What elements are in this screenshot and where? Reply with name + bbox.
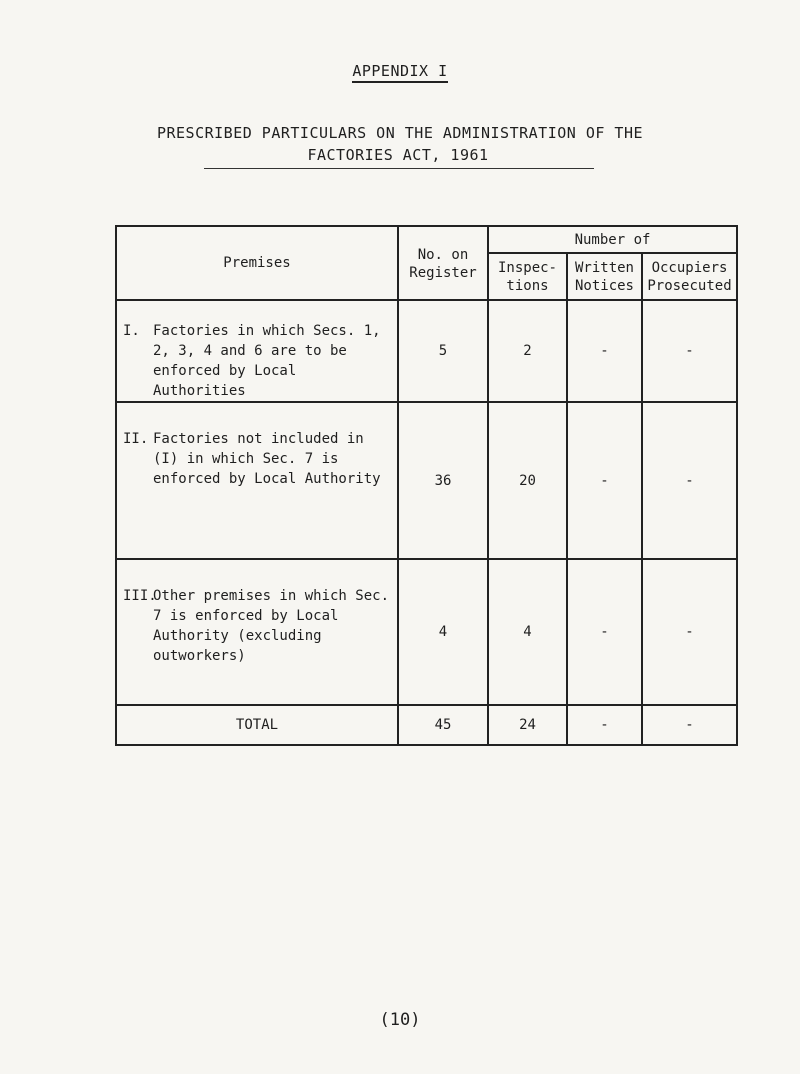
- total-row: [116, 705, 737, 745]
- header-premises: Premises: [116, 226, 398, 300]
- prosecuted-cell: -: [642, 559, 737, 705]
- notices-cell: -: [567, 402, 642, 559]
- register-cell: 5: [398, 300, 488, 402]
- premises-cell: [116, 559, 398, 705]
- appendix-label: APPENDIX I: [352, 62, 447, 83]
- header-occupiers-prosecuted: Occupiers Prosecuted: [642, 253, 737, 300]
- row-description: Other premises in which Sec. 7 is enforced by Local Authority (excluding outworkers): [153, 588, 390, 664]
- appendix-heading: [0, 62, 800, 80]
- notices-cell: -: [567, 300, 642, 402]
- header-row-1: [116, 226, 737, 253]
- title-underline: [204, 168, 594, 169]
- table-row: [116, 402, 737, 559]
- total-label: TOTAL: [116, 705, 398, 745]
- premises-cell: [116, 402, 398, 559]
- row-description: Factories in which Secs. 1, 2, 3, 4 and 6 are to be enforced by Local Authorities: [153, 323, 381, 399]
- prosecuted-cell: -: [642, 300, 737, 402]
- header-register: No. on Register: [398, 226, 488, 300]
- premises-cell: [116, 300, 398, 402]
- header-number-of: Number of: [488, 226, 737, 253]
- inspections-cell: 20: [488, 402, 567, 559]
- total-register: 45: [398, 705, 488, 745]
- register-cell: 36: [398, 402, 488, 559]
- notices-cell: -: [567, 559, 642, 705]
- register-cell: 4: [398, 559, 488, 705]
- table-row: [116, 300, 737, 402]
- page-number: (10): [379, 1010, 421, 1030]
- header-inspections: Inspec- tions: [488, 253, 567, 300]
- row-numeral: III.: [123, 588, 157, 604]
- prosecuted-cell: -: [642, 402, 737, 559]
- administration-table: [115, 225, 738, 746]
- title-line-2: FACTORIES ACT, 1961: [307, 146, 489, 164]
- total-inspections: 24: [488, 705, 567, 745]
- inspections-cell: 2: [488, 300, 567, 402]
- inspections-cell: 4: [488, 559, 567, 705]
- row-description: Factories not included in (I) in which Sec. 7 is enforced by Local Authority: [153, 431, 381, 487]
- total-notices: -: [567, 705, 642, 745]
- total-prosecuted: -: [642, 705, 737, 745]
- title-line-1: PRESCRIBED PARTICULARS ON THE ADMINISTRATION OF THE: [156, 124, 644, 142]
- table-row: [116, 559, 737, 705]
- row-numeral: I.: [123, 323, 140, 339]
- header-written-notices: Written Notices: [567, 253, 642, 300]
- row-numeral: II.: [123, 431, 149, 447]
